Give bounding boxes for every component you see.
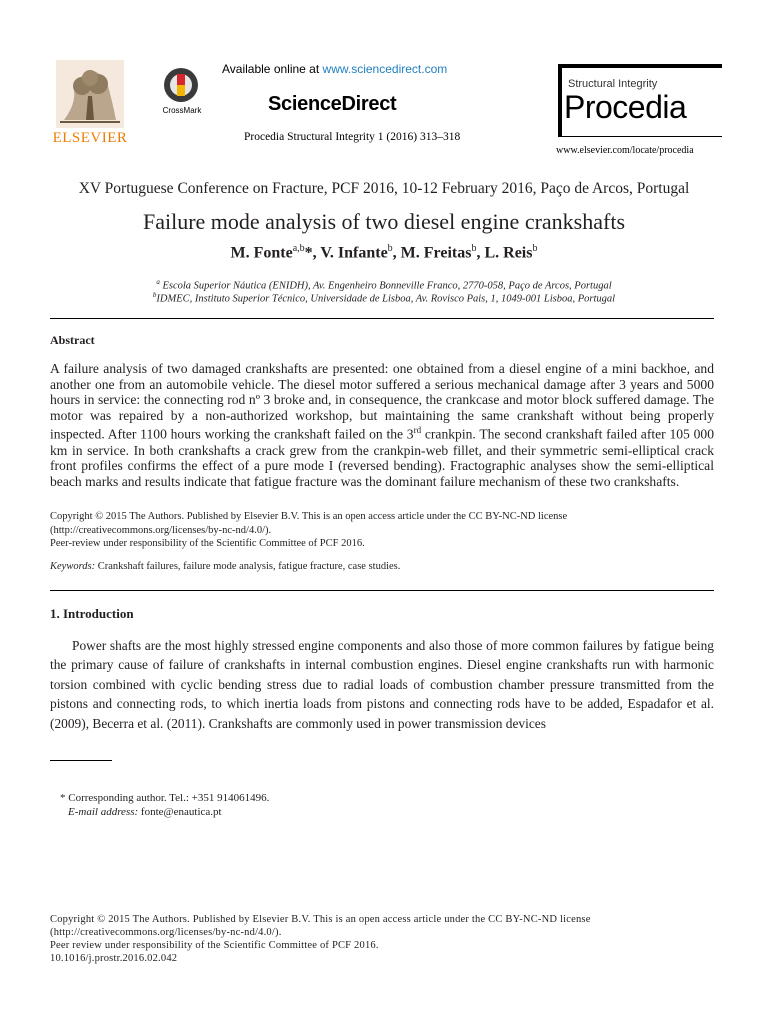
footer-doi[interactable]: 10.1016/j.prostr.2016.02.042 <box>50 953 178 964</box>
affiliation-a <box>0 278 768 292</box>
divider <box>50 590 714 591</box>
footer-peer-review: Peer review under responsibility of the Scientific Committee of PCF 2016. <box>50 940 379 951</box>
elsevier-logo <box>50 60 130 150</box>
crossmark-label: CrossMark <box>162 106 202 115</box>
crossmark-badge[interactable] <box>160 68 204 124</box>
affiliation-text: IDMEC, Instituto Superior Técnico, Universidade de Lisboa, Av. Rovisco Pais, 1, 1049-001 Lisboa, Portugal <box>156 293 616 305</box>
procedia-logo <box>558 64 722 137</box>
copyright-block <box>50 510 714 551</box>
elsevier-tree-icon <box>56 60 124 128</box>
author-sep: , <box>392 244 401 262</box>
sciencedirect-link[interactable]: www.sciencedirect.com <box>322 62 448 76</box>
abstract-text: crankpin. The second crankshaft failed after 105 000 km in service. In both crankshafts a crack grew from the crankpin-web fillet, and their symmetric semi-elliptical crack front profiles confirms the effect of a pure mode I (reversed bending). Fractographic analyses show the semi-elliptical beach marks and results indicate that fatigue fracture was the dominant failure mechanism of these two crankshafts. <box>50 426 714 489</box>
author-affil: b <box>387 243 393 254</box>
abstract-body <box>50 361 714 489</box>
sciencedirect-wordmark: ScienceDirect <box>268 93 397 115</box>
author-sep: *, <box>304 244 321 262</box>
section-heading: 1. Introduction <box>50 606 134 621</box>
procedia-subtitle: Structural Integrity <box>568 78 658 90</box>
author-name: V. Infante <box>320 244 388 262</box>
footer <box>50 913 714 965</box>
author-affil: a,b <box>292 243 305 254</box>
available-prefix: Available online at <box>222 62 323 76</box>
keywords-text: Crankshaft failures, failure mode analysis, fatigue fracture, case studies. <box>95 561 401 572</box>
footnote-divider <box>50 760 112 761</box>
affiliation-marker: a <box>156 278 160 286</box>
conference-line: XV Portuguese Conference on Fracture, PCF 2016, 10-12 February 2016, Paço de Arcos, Portugal <box>78 180 690 197</box>
affiliation-text: Escola Superior Náutica (ENIDH), Av. Engenheiro Bonneville Franco, 2770-058, Paço de Arcos, Portugal <box>159 280 612 292</box>
footer-license-link[interactable]: (http://creativecommons.org/licenses/by-nc-nd/4.0/). <box>50 927 282 938</box>
author-affil: b <box>532 243 538 254</box>
abstract-sup: rd <box>413 425 422 436</box>
author-affil: b <box>471 243 477 254</box>
author-name: M. Fonte <box>230 244 293 262</box>
abstract-text: A failure analysis of two damaged crankshafts are presented: one obtained from a diesel engine of a mini backhoe, and another one from an automobile vehicle. The diesel motor suffered a serious mechanical damage after 3 years and 5000 hours in service: the connecting rod nº 3 broke and, in consequence, the crankcase and motor block suffered damage. The motor was repaired by a non-authorized workshop, but maintaining the same crankshaft without being properly inspected. After 1100 hours working the crankshaft failed on the 3 <box>50 361 714 442</box>
divider <box>50 318 714 319</box>
copyright-line: Copyright © 2015 The Authors. Published by Elsevier B.V. This is an open access article under the CC BY-NC-ND license <box>50 511 568 522</box>
email-label: E-mail address: <box>68 806 139 818</box>
keywords-label: Keywords: <box>50 561 96 572</box>
procedia-url[interactable]: www.elsevier.com/locate/procedia <box>556 145 694 156</box>
corresponding-author: * Corresponding author. Tel.: +351 914061496. <box>60 792 270 804</box>
author-list <box>0 243 768 262</box>
available-online <box>222 62 447 76</box>
email-line <box>68 806 222 818</box>
abstract-heading: Abstract <box>50 333 95 347</box>
author-name: L. Reis <box>484 244 533 262</box>
license-link[interactable]: (http://creativecommons.org/licenses/by-nc-nd/4.0/). <box>50 524 272 536</box>
footer-copyright: Copyright © 2015 The Authors. Published by Elsevier B.V. This is an open access article under the CC BY-NC-ND license <box>50 914 591 925</box>
procedia-name: Procedia <box>564 89 687 125</box>
email-address[interactable]: fonte@enautica.pt <box>138 806 222 818</box>
author-name: M. Freitas <box>400 244 472 262</box>
peer-review-line: Peer-review under responsibility of the Scientific Committee of PCF 2016. <box>50 538 365 549</box>
affiliation-marker: b <box>152 291 157 299</box>
journal-reference: Procedia Structural Integrity 1 (2016) 313–318 <box>244 131 461 143</box>
publisher-name: ELSEVIER <box>52 130 128 146</box>
intro-paragraph: Power shafts are the most highly stressed engine components and also those of more common failures by fatigue being the primary cause of failure of crankshafts in internal combustion engines. Diesel engine crankshafts run with harmonic torsion combined with cyclic bending stress due to radial loads of combustion chamber pressure transmitted from the pistons and connecting rods, to which inertia loads from pistons and connecting rods have to be added, Espadafor et al. (2009), Becerra et al. (2011). Crankshafts are commonly used in power transmission devices <box>50 638 714 731</box>
keywords <box>50 561 714 572</box>
paper-title: Failure mode analysis of two diesel engine crankshafts <box>142 209 626 234</box>
author-sep: , <box>476 244 485 262</box>
affiliation-b <box>0 291 768 305</box>
